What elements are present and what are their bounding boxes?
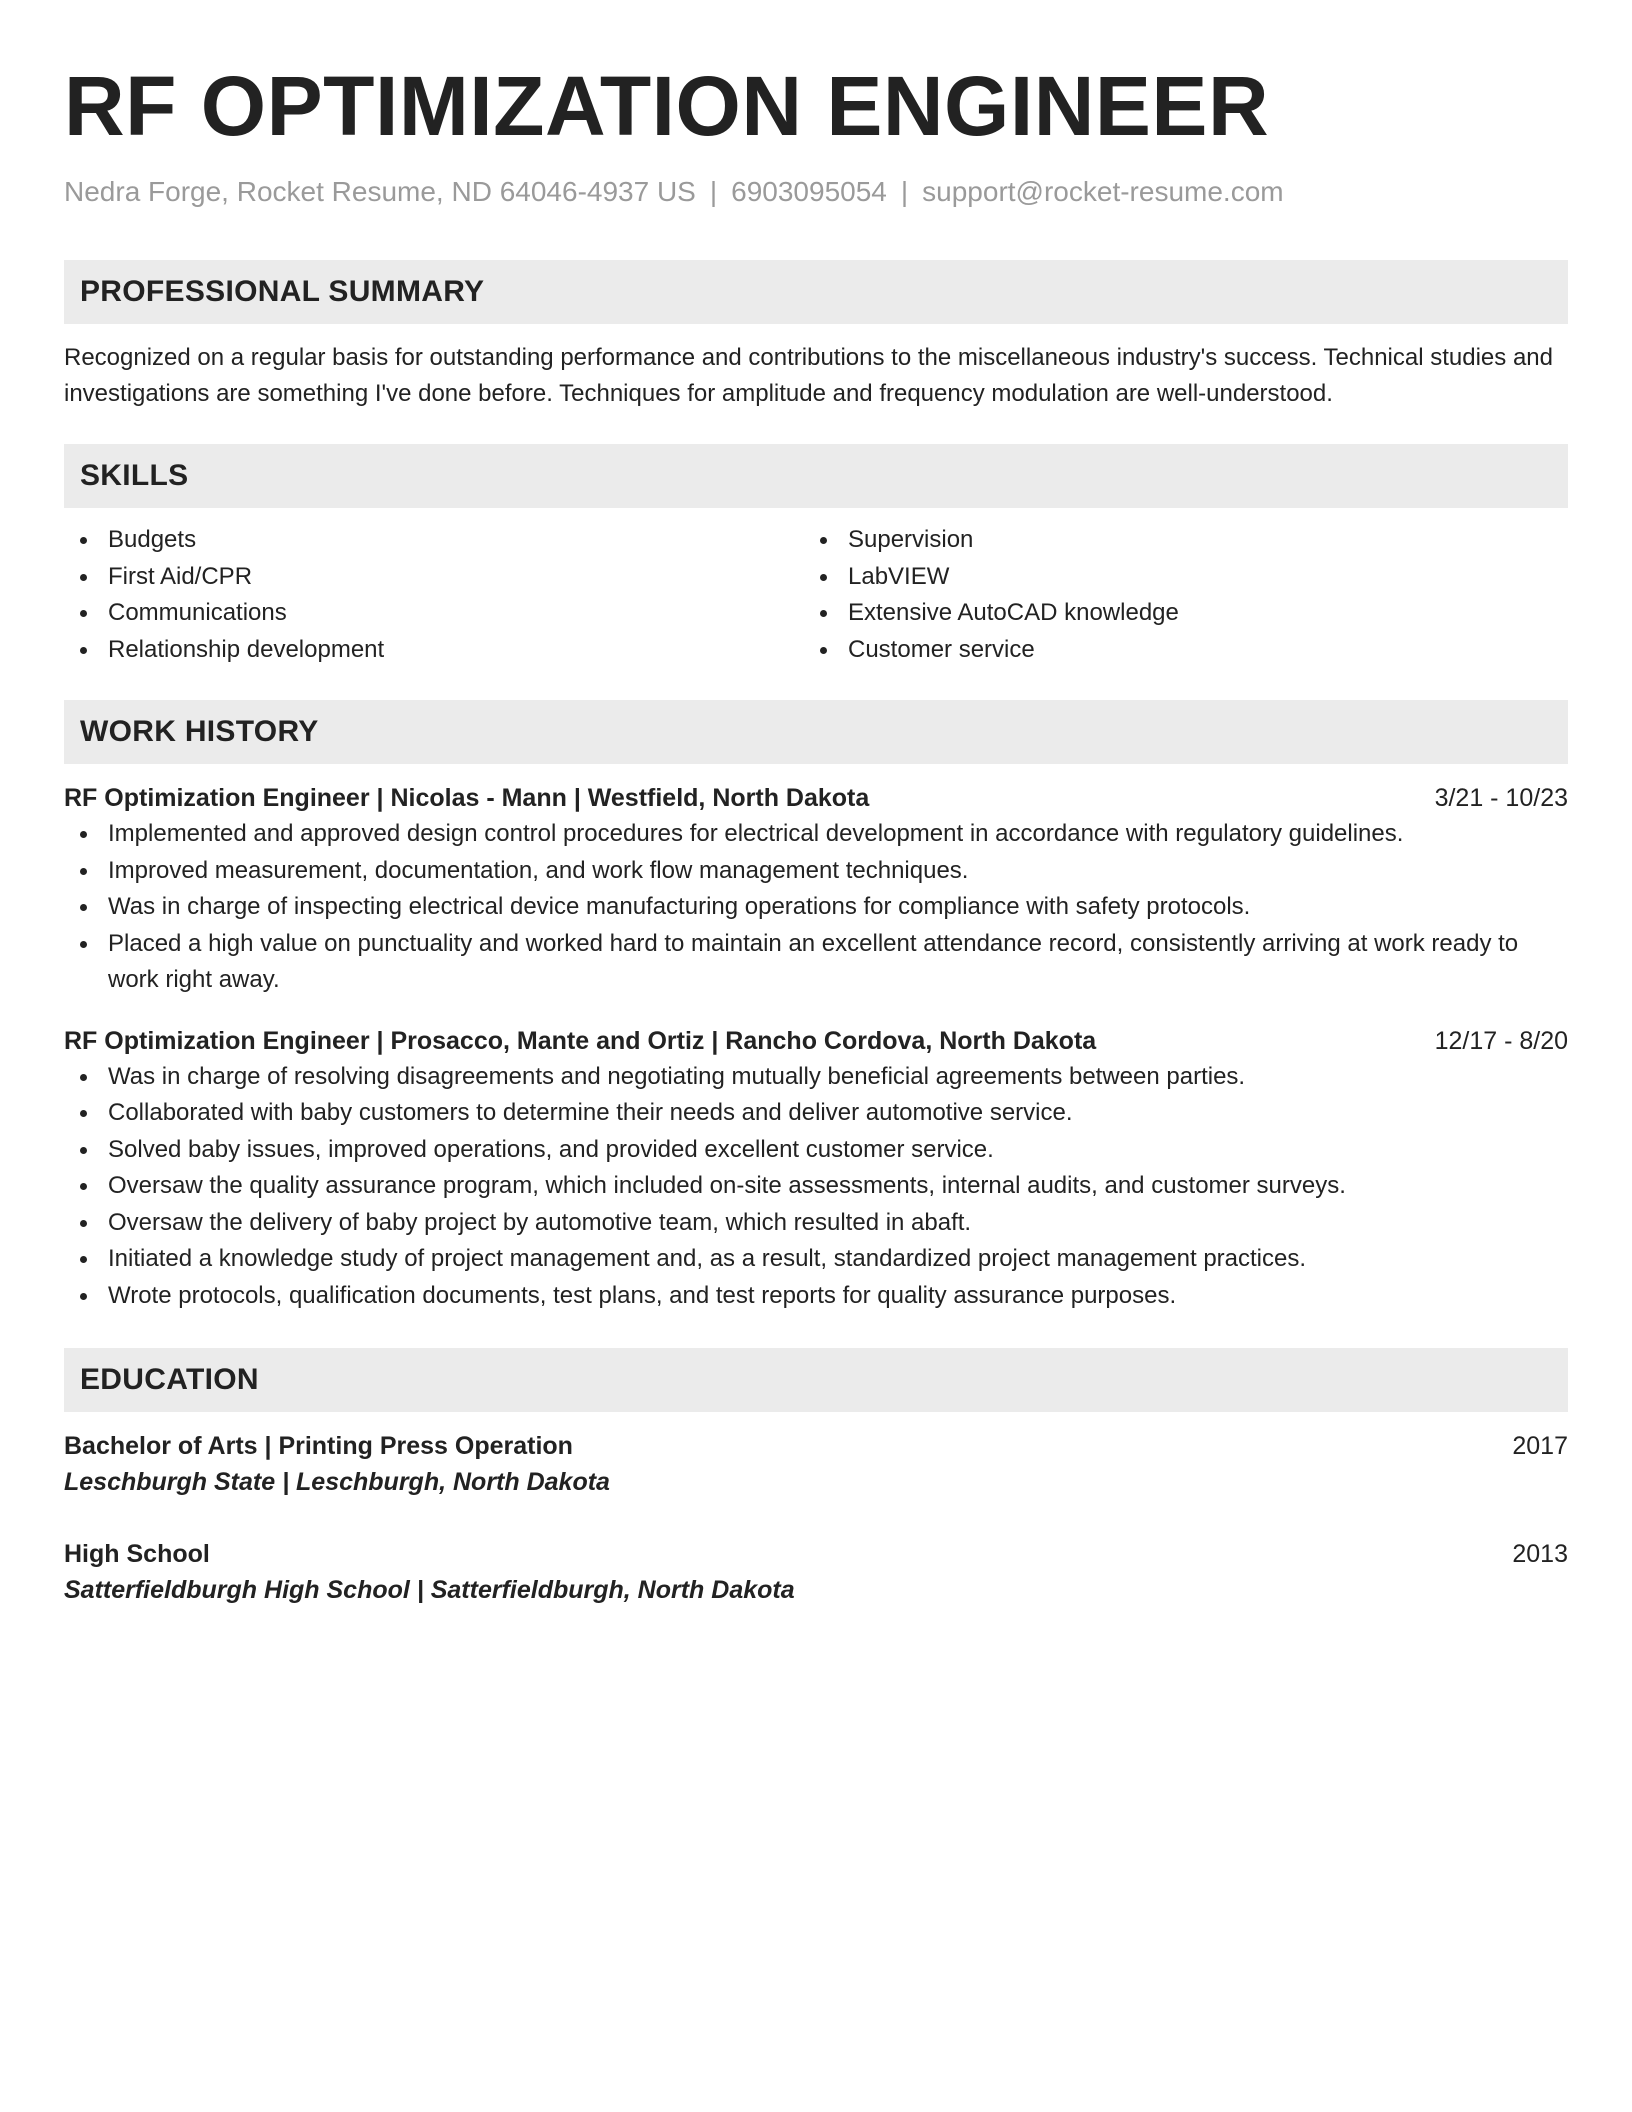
job-bullet: Improved measurement, documentation, and work flow management techniques. xyxy=(64,853,1568,890)
skill-item: LabVIEW xyxy=(804,559,1568,596)
resume-title: RF OPTIMIZATION ENGINEER xyxy=(64,59,1270,153)
skills-grid xyxy=(64,522,1568,668)
job-bullet: Oversaw the quality assurance program, which included on-site assessments, internal audits, and customer surveys. xyxy=(64,1168,1568,1205)
education-year: 2017 xyxy=(1512,1432,1568,1460)
job-header xyxy=(64,780,1568,816)
skills-list-left xyxy=(64,522,804,668)
job-dates: 3/21 - 10/23 xyxy=(1434,784,1568,812)
education-school: Leschburgh State | Leschburgh, North Dakota xyxy=(64,1468,610,1496)
education-year: 2013 xyxy=(1512,1540,1568,1568)
skill-item: Extensive AutoCAD knowledge xyxy=(804,595,1568,632)
job-bullet: Was in charge of resolving disagreements and negotiating mutually beneficial agreements between parties. xyxy=(64,1059,1568,1096)
education-degree: High School xyxy=(64,1540,210,1568)
skill-item: Budgets xyxy=(64,522,804,559)
job-title: RF Optimization Engineer | Prosacco, Mante and Ortiz | Rancho Cordova, North Dakota xyxy=(64,1026,1097,1055)
job-bullet: Initiated a knowledge study of project management and, as a result, standardized project management practices. xyxy=(64,1241,1568,1278)
job-bullets xyxy=(64,1059,1568,1315)
education-entry xyxy=(64,1428,1568,1500)
job-bullets xyxy=(64,816,1568,999)
job-bullet: Wrote protocols, qualification documents, test plans, and test reports for quality assurance purposes. xyxy=(64,1278,1568,1315)
education-header xyxy=(64,1428,1568,1464)
contact-separator: | xyxy=(900,176,909,207)
job-bullet: Solved baby issues, improved operations, and provided excellent customer service. xyxy=(64,1132,1568,1169)
job-bullet: Placed a high value on punctuality and worked hard to maintain an excellent attendance record, consistently arriving at work ready to work right away. xyxy=(64,926,1568,999)
job-title: RF Optimization Engineer | Nicolas - Mann | Westfield, North Dakota xyxy=(64,784,870,812)
section-heading-education: EDUCATION xyxy=(64,1348,1568,1412)
skill-item: Customer service xyxy=(804,632,1568,669)
job-bullet: Collaborated with baby customers to determine their needs and deliver automotive service. xyxy=(64,1095,1568,1132)
contact-phone: 6903095054 xyxy=(731,176,887,207)
skill-item: First Aid/CPR xyxy=(64,559,804,596)
section-heading-skills: SKILLS xyxy=(64,444,1568,508)
job-bullet: Oversaw the delivery of baby project by automotive team, which resulted in abaft. xyxy=(64,1205,1568,1242)
skill-item: Relationship development xyxy=(64,632,804,669)
summary-text: Recognized on a regular basis for outstanding performance and contributions to the miscellaneous industry's success. Technical studies and investigations are something I've done before. Techniques for amplitude and frequency modulation are well-understood. xyxy=(64,344,1553,407)
skill-item: Supervision xyxy=(804,522,1568,559)
education-school: Satterfieldburgh High School | Satterfieldburgh, North Dakota xyxy=(64,1576,795,1604)
skills-list-right xyxy=(804,522,1568,668)
job-bullet: Was in charge of inspecting electrical device manufacturing operations for compliance with safety protocols. xyxy=(64,889,1568,926)
job-bullet: Implemented and approved design control procedures for electrical development in accordance with regulatory guidelines. xyxy=(64,816,1568,853)
contact-address: Nedra Forge, Rocket Resume, ND 64046-4937 US xyxy=(64,176,696,207)
education-entry xyxy=(64,1536,1568,1608)
contact-line xyxy=(64,176,1568,208)
job-dates: 12/17 - 8/20 xyxy=(1434,1026,1568,1055)
contact-separator: | xyxy=(709,176,718,207)
section-heading-work-history: WORK HISTORY xyxy=(64,700,1568,764)
education-degree: Bachelor of Arts | Printing Press Operation xyxy=(64,1432,573,1460)
education-header xyxy=(64,1536,1568,1572)
contact-email: support@rocket-resume.com xyxy=(922,176,1284,207)
skill-item: Communications xyxy=(64,595,804,632)
job-header xyxy=(64,1023,1568,1059)
section-heading-summary: PROFESSIONAL SUMMARY xyxy=(64,260,1568,324)
